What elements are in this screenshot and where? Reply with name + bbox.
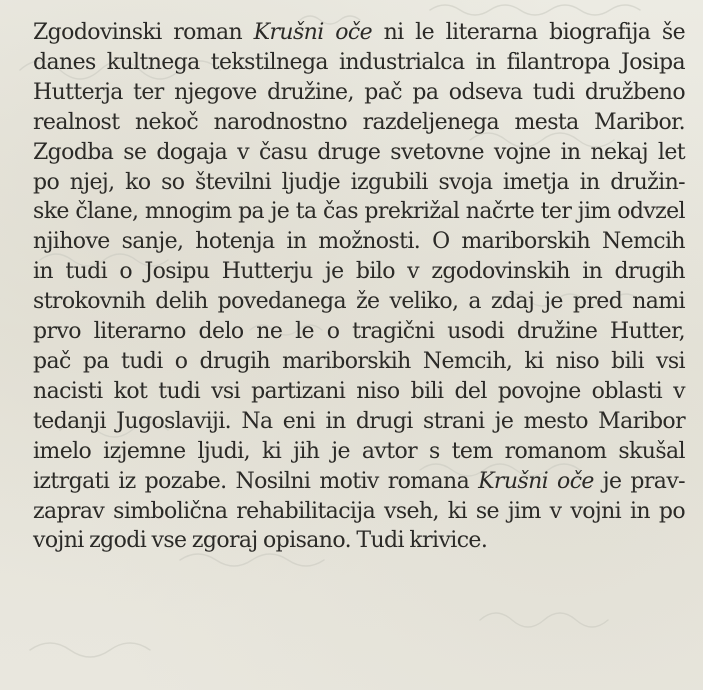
- text-segment: Zgodovinski roman: [33, 20, 254, 45]
- text-segment: tedanji Jugoslaviji. Na eni in drugi strani je mesto Maribor: [33, 408, 685, 434]
- text-segment: je prav-: [593, 468, 685, 494]
- text-segment: imelo izjemne ljudi, ki jih je avtor s tem romanom skušal: [33, 438, 685, 464]
- text-segment: in tudi o Josipu Hutterju je bilo v zgodovinskih in drugih: [33, 259, 685, 285]
- text-segment: strokovnih delih povedanega že veliko, a zdaj je pred nami: [33, 289, 685, 315]
- text-segment: zaprav simbolična rehabilitacija vseh, ki se jim v vojni in po: [33, 498, 685, 524]
- text-line: [33, 138, 685, 168]
- text-line: [33, 497, 685, 527]
- text-line: [33, 526, 685, 556]
- text-segment: danes kultnega tekstilnega industrialca in filantropa Josipa: [33, 49, 685, 75]
- text-segment: Hutterja ter njegove družine, pač pa odseva tudi družbeno: [33, 79, 685, 105]
- text-line: [33, 317, 685, 347]
- text-line: [33, 257, 685, 287]
- text-segment: realnost nekoč narodnostno razdeljenega mesta Maribor.: [33, 109, 685, 135]
- text-line: [33, 287, 685, 317]
- text-segment: iztrgati iz pozabe. Nosilni motiv romana: [33, 468, 479, 494]
- book-description: [33, 18, 693, 556]
- text-segment: prvo literarno delo ne le o tragični usodi družine Hutter,: [33, 319, 685, 345]
- text-line: [33, 108, 685, 138]
- book-title-italic: Krušni oče: [478, 468, 594, 494]
- text-segment: pač pa tudi o drugih mariborskih Nemcih, ki niso bili vsi: [33, 348, 685, 374]
- text-line: [33, 347, 685, 377]
- text-segment: ni le literarna biografija še: [372, 20, 685, 45]
- text-segment: vojni zgodi vse zgoraj opisano. Tudi krivice.: [33, 528, 488, 554]
- text-segment: ske člane, mnogim pa je ta čas prekrižal načrte ter jim odvzel: [33, 199, 685, 225]
- text-segment: po njej, ko so številni ljudje izgubili svoja imetja in družin-: [33, 169, 685, 195]
- text-line: [33, 197, 685, 227]
- text-line: [33, 168, 685, 198]
- text-segment: nacisti kot tudi vsi partizani niso bili del povojne oblasti v: [33, 378, 685, 404]
- text-line: [33, 48, 685, 78]
- text-line: [33, 377, 685, 407]
- text-line: [33, 227, 685, 257]
- text-line: [33, 437, 685, 467]
- text-segment: njihove sanje, hotenja in možnosti. O mariborskih Nemcih: [33, 229, 685, 255]
- text-line: [33, 18, 685, 48]
- text-segment: Zgodba se dogaja v času druge svetovne vojne in nekaj let: [33, 139, 685, 165]
- text-line: [33, 467, 685, 497]
- text-line: [33, 78, 685, 108]
- text-line: [33, 407, 685, 437]
- book-title-italic: Krušni oče: [253, 20, 373, 45]
